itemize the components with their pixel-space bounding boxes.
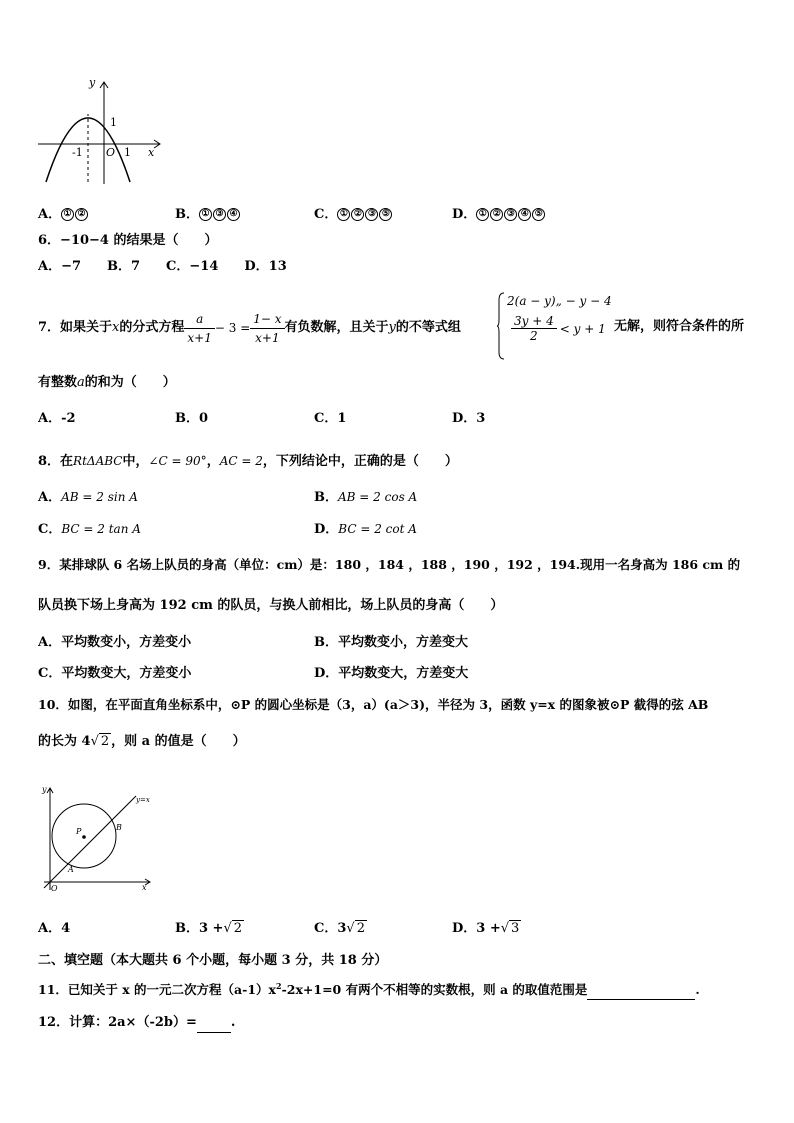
y-label: y — [89, 76, 96, 89]
q7-fraction-2: $\frac{1- x}{x+1}$ — [250, 310, 284, 347]
q8-option-d[interactable]: D．BC = 2 cot A — [314, 522, 417, 537]
q7-stem: 7．如果关于 x 的分式方程 $\frac{a}{x+1}$ − 3 = $\frac{1- x}{x+1}$ 有负数解，且关于 y 的不等式组 — [38, 311, 461, 345]
q12-stem: 12．计算：2a×（-2b）= . — [38, 1014, 235, 1033]
q7-option-d[interactable]: D．3 — [452, 411, 486, 426]
q8-stem: 8．在RtΔABC中，∠C = 90°，AC = 2，下列结论中，正确的是（ ） — [38, 454, 458, 469]
origin-label: O — [51, 884, 58, 893]
q10-line1: 10．如图，在平面直角坐标系中，⊙P 的圆心坐标是（3，a）(a＞3)，半径为 3，函数 y=x 的图象被⊙P 截得的弦 AB — [38, 697, 709, 712]
q9-line1: 9．某排球队 6 名场上队员的身高（单位：cm）是：180 ，184 ，188 ，190 ，192 ，194.现用一名身高为 186 cm 的 — [38, 557, 741, 572]
x-label: x — [142, 883, 147, 892]
q7-option-b[interactable]: B．0 — [175, 411, 209, 426]
q9-option-a[interactable]: A．平均数变小，方差变小 — [38, 635, 192, 650]
point-a-label: A — [68, 865, 74, 874]
q7-inequality-system: 2(a − y)„ − y − 4 $\frac{3y + 4}{2}$ < y + 1 — [497, 292, 615, 360]
circle-figure — [40, 782, 156, 894]
q11-blank[interactable] — [587, 981, 695, 1000]
q9-option-c[interactable]: C．平均数变大，方差变小 — [38, 666, 192, 681]
point-b-label: B — [116, 823, 122, 832]
q12-blank[interactable] — [197, 1014, 231, 1033]
section-2-title: 二、填空题（本大题共 6 个小题，每小题 3 分，共 18 分） — [38, 953, 388, 968]
q10-option-d[interactable]: D．3 +√ 3 — [452, 921, 520, 936]
q8-option-c[interactable]: C．BC = 2 tan A — [38, 522, 141, 537]
q5-option-c[interactable]: C． ① ② ③ ⑤ — [314, 206, 393, 224]
q7-fraction-1: $\frac{a}{x+1}$ — [184, 310, 214, 347]
q10-option-c[interactable]: C．3√ 2 — [314, 921, 365, 936]
q5-option-d[interactable]: D． ① ② ③ ④ ⑤ — [452, 206, 546, 224]
q6-options[interactable]: A．−7 B．7 C．−14 D．13 — [38, 259, 287, 274]
line-label: y=x — [136, 796, 150, 804]
q7-line2: 有整数a的和为（ ） — [38, 375, 176, 390]
parabola-graph — [36, 74, 166, 189]
x1-label: 1 — [124, 146, 131, 159]
q8-option-b[interactable]: B．AB = 2 cos A — [314, 490, 418, 505]
q5-option-a[interactable]: A． ① ② — [38, 206, 89, 224]
q7-suffix: 无解，则符合条件的所 — [614, 319, 745, 334]
q5-option-b[interactable]: B． ① ③ ④ — [175, 206, 241, 224]
q6-stem: 6．−10−4 的结果是（ ） — [38, 233, 218, 248]
point-p-label: P — [76, 827, 82, 836]
q8-option-a[interactable]: A．AB = 2 sin A — [38, 490, 138, 505]
q11-stem: 11．已知关于 x 的一元二次方程$(a-1)x^2-2x+1=0$ 有两个不相等的实数根，则 a 的取值范围是 . — [38, 977, 700, 1000]
q7-option-c[interactable]: C．1 — [314, 411, 347, 426]
origin-label: O — [106, 146, 116, 159]
q9-line2: 队员换下场上身高为 192 cm 的队员，与换人前相比，场上队员的身高（ ） — [38, 598, 504, 613]
y1-label: 1 — [110, 116, 117, 129]
q10-line2: 的长为 4√ 2 ，则 a 的值是（ ） — [38, 734, 246, 749]
line-y-equals-x — [44, 796, 136, 888]
q9-option-b[interactable]: B．平均数变小，方差变大 — [314, 635, 468, 650]
q10-option-b[interactable]: B．3 +√ 2 — [175, 921, 243, 936]
q7-option-a[interactable]: A．-2 — [38, 411, 76, 426]
q10-option-a[interactable]: A．4 — [38, 921, 71, 936]
q9-option-d[interactable]: D．平均数变大，方差变大 — [314, 666, 469, 681]
center-p — [82, 835, 86, 839]
y-label: y — [42, 785, 47, 794]
x-label: x — [148, 146, 155, 159]
neg1-label: -1 — [72, 146, 83, 159]
